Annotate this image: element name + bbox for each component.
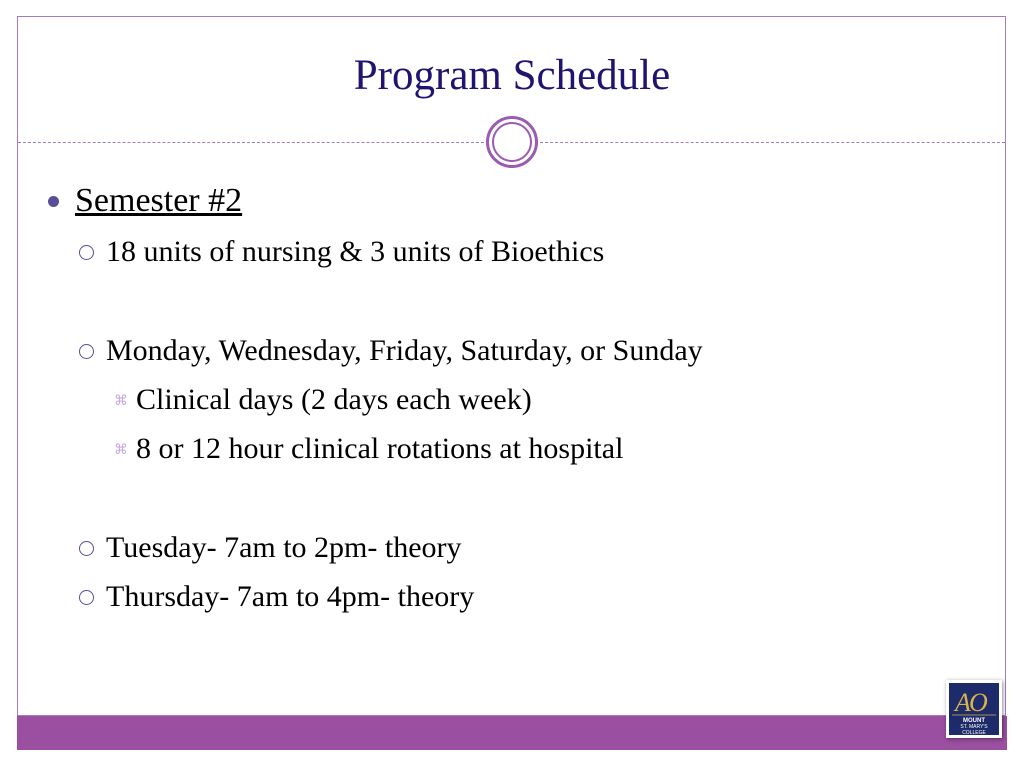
college-logo-mark bbox=[949, 683, 999, 735]
divider-ring-ornament bbox=[486, 116, 538, 168]
bullet-star-icon: ⌘ bbox=[114, 393, 128, 409]
title-divider-right bbox=[540, 142, 1005, 143]
bullet-ring-icon bbox=[79, 541, 94, 556]
bullet-star-icon: ⌘ bbox=[114, 442, 128, 458]
svg-text:MOUNT: MOUNT bbox=[963, 718, 985, 724]
bullet-ring-icon bbox=[79, 344, 94, 359]
college-logo bbox=[946, 680, 1002, 738]
footer-bar bbox=[17, 716, 1007, 750]
list-item-tuesday: Tuesday- 7am to 2pm- theory bbox=[106, 531, 462, 564]
semester-heading: Semester #2 bbox=[75, 182, 243, 219]
list-item-days: Monday, Wednesday, Friday, Saturday, or Sunday bbox=[106, 334, 703, 367]
bullet-ring-icon bbox=[79, 590, 94, 605]
svg-text:ST. MARY'S: ST. MARY'S bbox=[960, 724, 988, 730]
list-item-clinical-days: Clinical days (2 days each week) bbox=[136, 383, 532, 416]
svg-text:COLLEGE: COLLEGE bbox=[962, 730, 986, 735]
bullet-dot-icon bbox=[48, 196, 59, 207]
slide-title: Program Schedule bbox=[353, 52, 671, 99]
title-divider-left bbox=[18, 142, 484, 143]
list-item-thursday: Thursday- 7am to 4pm- theory bbox=[106, 580, 475, 613]
svg-text:A: A bbox=[955, 688, 971, 717]
list-item-units: 18 units of nursing & 3 units of Bioethics bbox=[106, 235, 605, 268]
bullet-ring-icon bbox=[79, 245, 94, 260]
list-item-rotations: 8 or 12 hour clinical rotations at hospital bbox=[136, 432, 624, 465]
svg-text:O: O bbox=[969, 688, 988, 717]
